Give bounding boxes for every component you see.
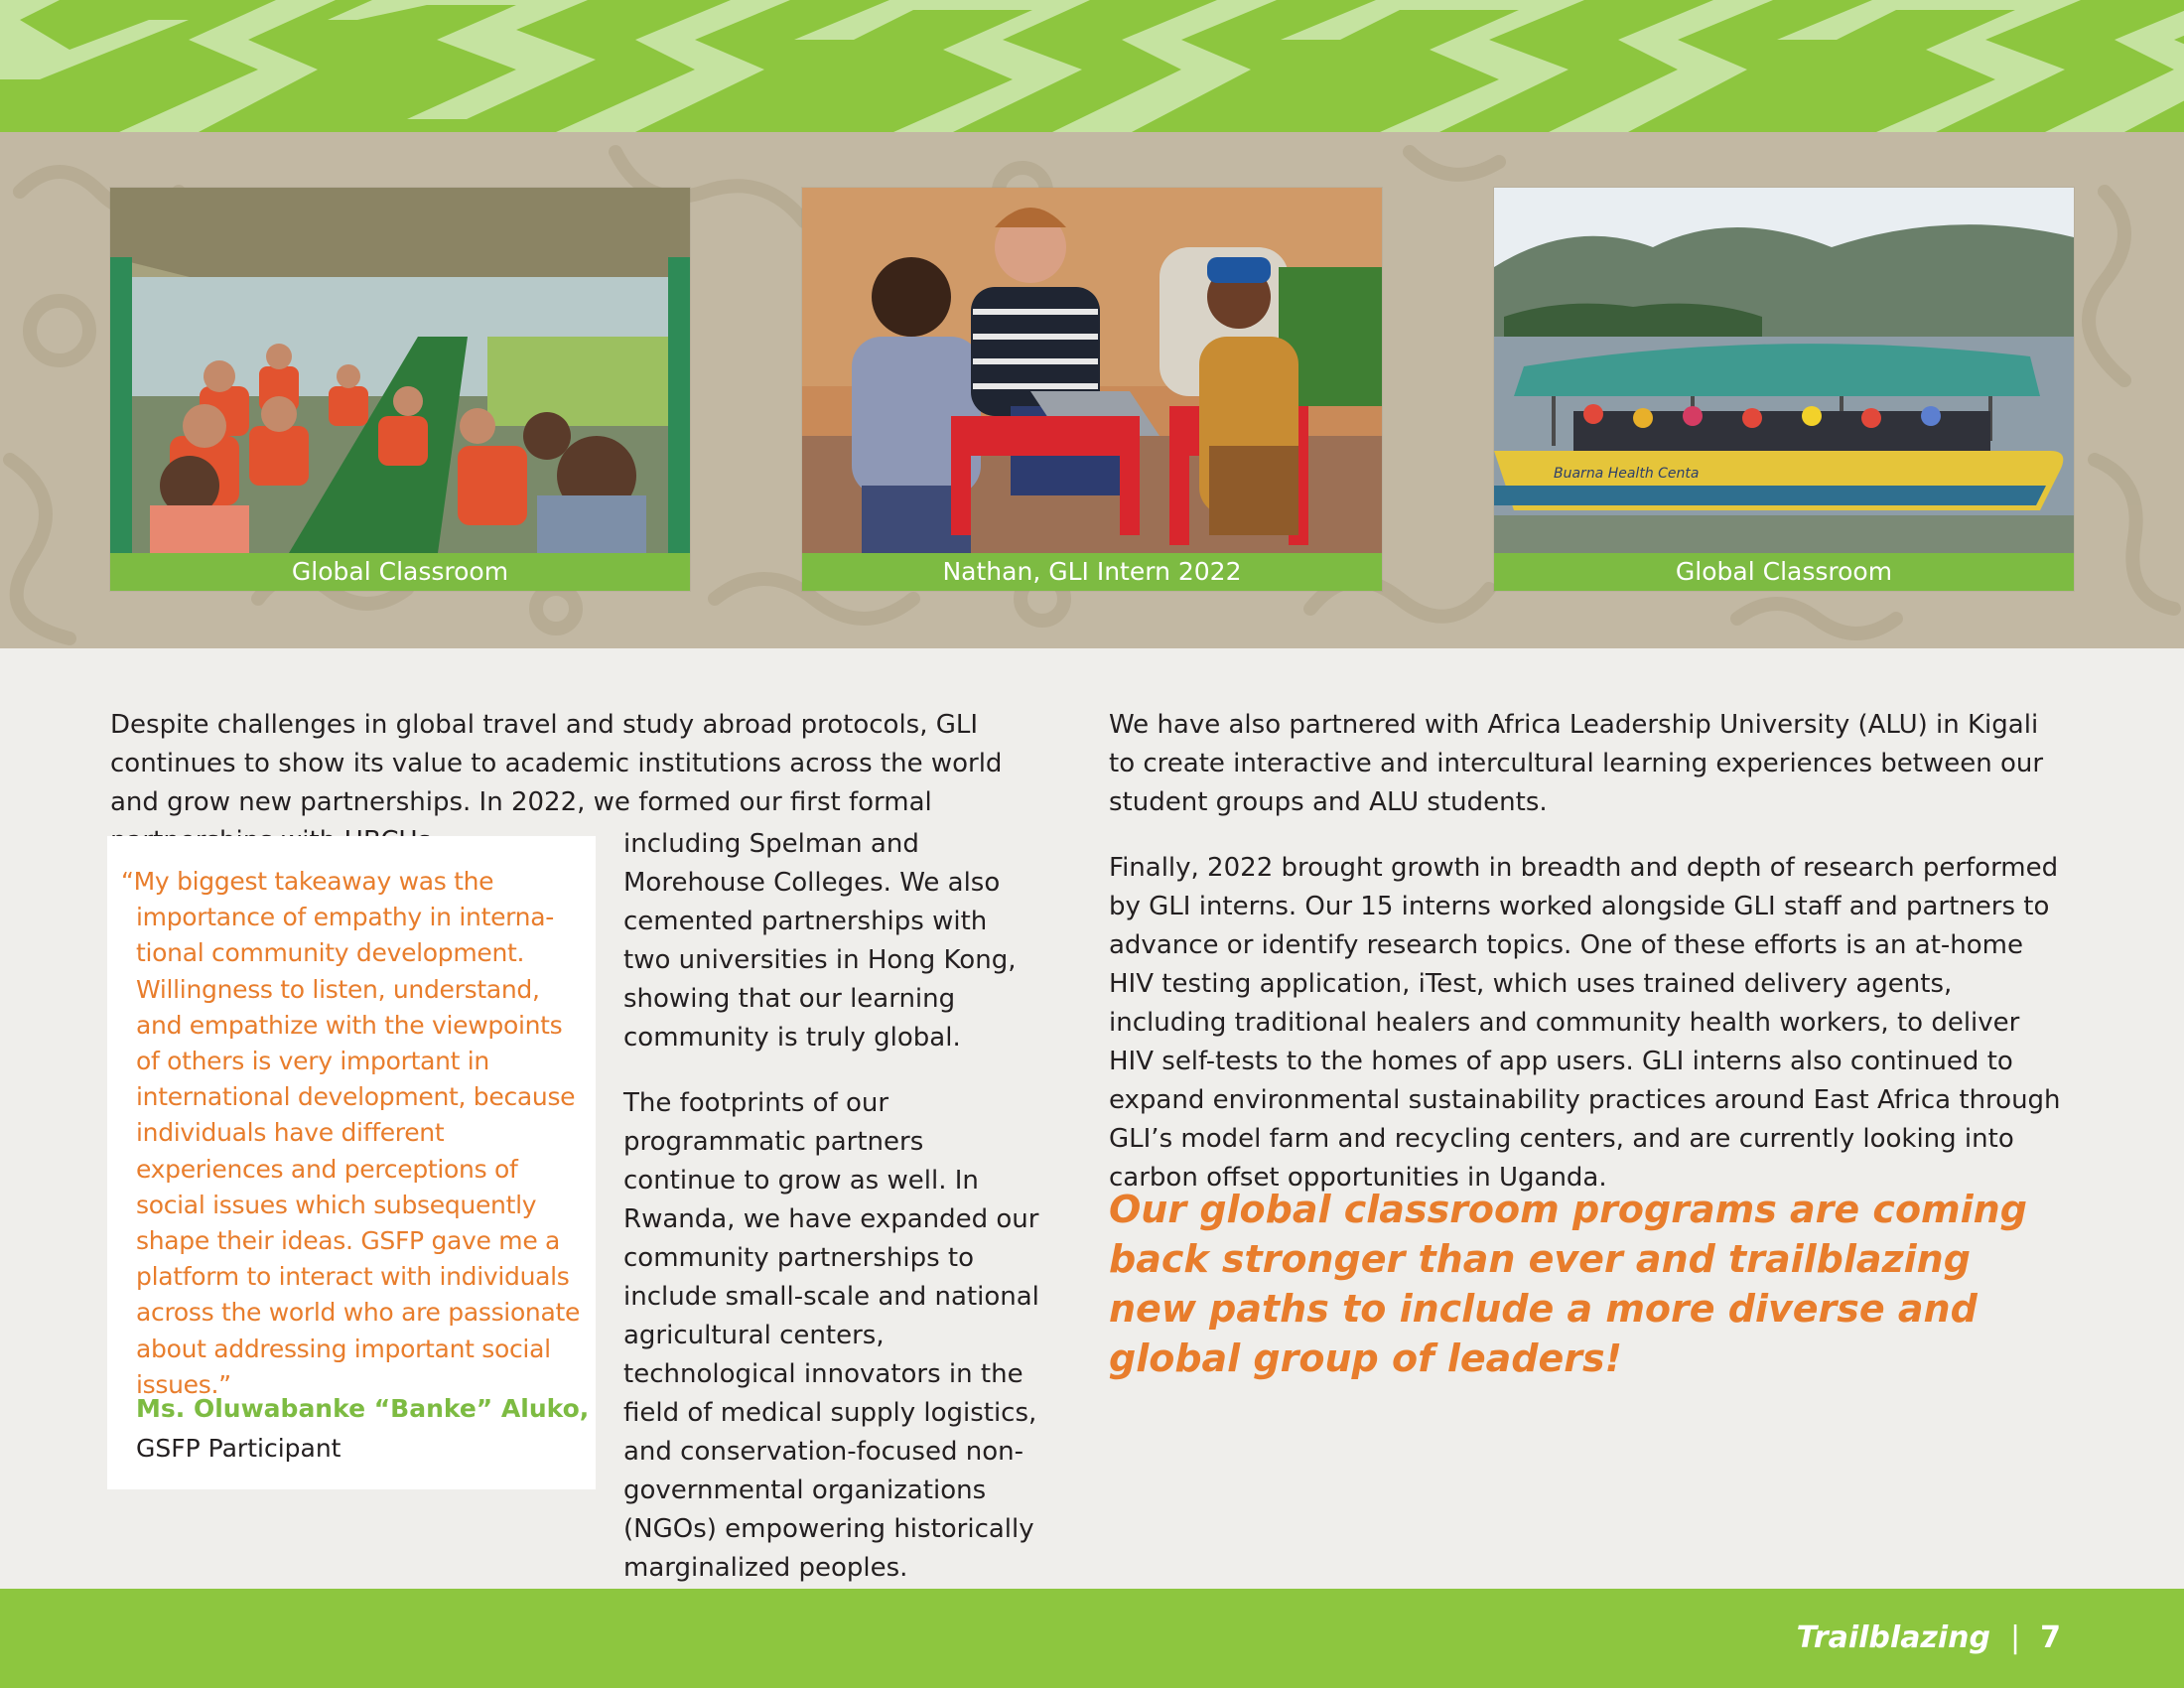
lake-boat-image [1494,188,2074,553]
testimonial-quote-box [107,836,596,1489]
photo-card-students-on-boat [110,188,690,591]
photo-card-boat-on-lake [1494,188,2074,591]
middle-column [623,825,1040,1588]
photo-caption: Global Classroom [1494,553,2074,591]
photo-card-intern-interview [802,188,1382,591]
photo-intern-interview [802,188,1382,553]
right-paragraph-1: We have also partnered with Africa Leadership University (ALU) in Kigali to create interactive and intercultural learning experiences between our student groups and ALU students. [1109,710,2044,817]
callout-statement: Our global classroom programs are coming back stronger than ever and trailblazing new paths to include a more diverse and global group of leaders! [1109,1188,2027,1380]
right-paragraph-2: Finally, 2022 brought growth in breadth and depth of research performed by GLI interns. Our 15 interns worked alongside GLI staff and partners to advance or identify research topics. One of these efforts is an at-home HIV testing application, iTest, which uses trained delivery agents, including traditional healers and community health workers, to deliver HIV self-tests to the homes of app users. GLI interns also continued to expand environmental sustainability practices around East Africa through GLI’s model farm and recycling centers, and are currently looking into carbon offset opportunities in Uganda. [1109,853,2061,1193]
photo-caption: Global Classroom [110,553,690,591]
section-name: Trailblazing [1796,1620,1991,1655]
quote-author-name: Ms. Oluwabanke “Banke” Aluko, [136,1394,590,1423]
page-number: 7 [2040,1620,2061,1655]
quote-author-role: GSFP Participant [136,1434,341,1463]
quote-text: “My biggest takeaway was the importance of empathy in interna- tional community development. Willingness to listen, understand, and empathize with the viewpoints of others is very important in international development, because individuals have different experiences and perceptions of social issues which subsequently shape their ideas. GSFP gave me a platform to interact with individuals across the world who are passionate about addressing important social issues.” [121,867,581,1399]
middle-paragraph-1: including Spelman and Morehouse Colleges. We also cemented partnerships with two universities in Hong Kong, showing that our learning community is truly global. [623,829,1017,1053]
chevron-stripes [0,0,2184,132]
photo-students-on-boat [110,188,690,553]
footer-separator: | [2010,1620,2021,1655]
footer-label [1797,1615,2061,1662]
right-column [1109,706,2062,1197]
footer-bar [0,1589,2184,1688]
boat-text: Buarna Health Centa [1554,466,1700,482]
photo-caption: Nathan, GLI Intern 2022 [802,553,1382,591]
intro-text: Despite challenges in global travel and study abroad protocols, GLI continues to show its value to academic institutions across the world and grow new partnerships. In 2022, we formed our first formal [110,710,1003,817]
boat-interior-image [110,188,690,553]
photo-band [0,132,2184,648]
middle-paragraph-2: The footprints of our programmatic partners continue to grow as well. In Rwanda, we have expanded our community partnerships to include small-scale and national agricultural centers, technological innovators in the field of medical supply logistics, and conservation-focused non-governmental organizations (NGOs) empowering historically marginalized peoples. [623,1088,1039,1583]
top-chevron-band [0,0,2184,132]
intern-interview-image [802,188,1382,553]
photo-boat-on-lake [1494,188,2074,553]
